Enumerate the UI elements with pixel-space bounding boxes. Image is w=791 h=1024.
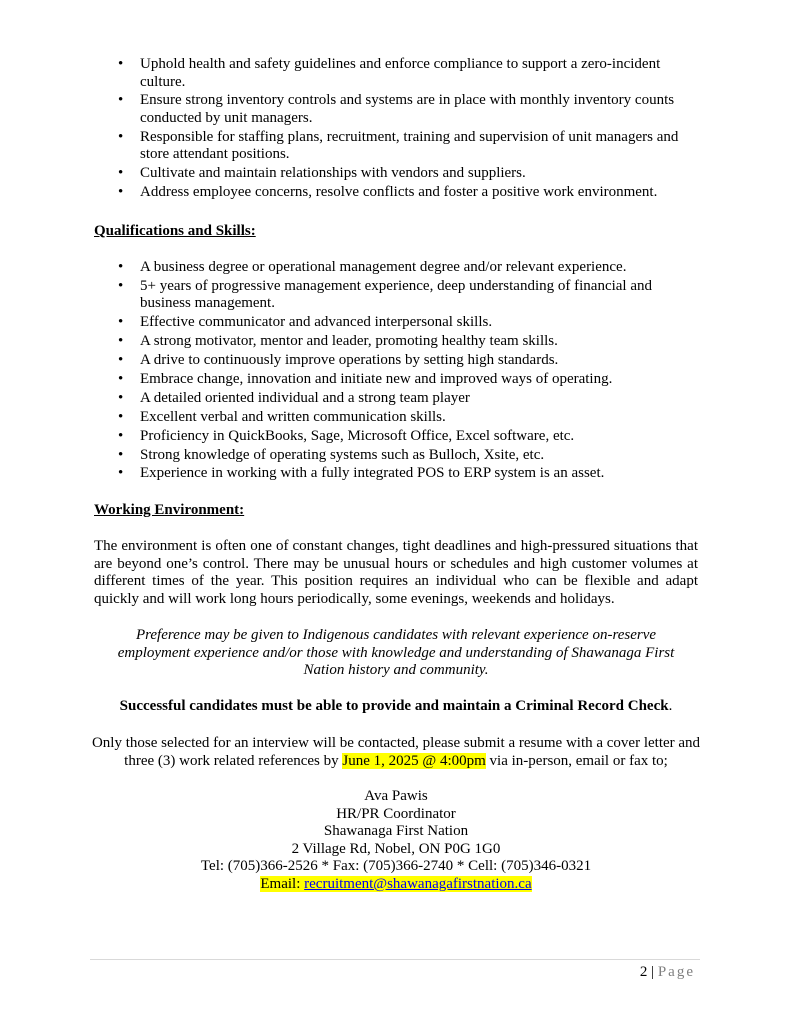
- criminal-check-period: .: [668, 698, 673, 714]
- page-number: 2: [639, 964, 648, 980]
- list-item: • Embrace change, innovation and initiate new and improved ways of operating.: [96, 371, 706, 389]
- application-text-before: Only those selected for an interview will be contacted, please submit a resume with a cover letter and three (3) work related references by: [91, 735, 701, 769]
- application-deadline: June 1, 2025 @ 4:00pm: [342, 752, 486, 769]
- qualifications-list: [96, 259, 706, 484]
- contact-organization: Shawanaga First Nation: [323, 823, 469, 840]
- list-item: • Uphold health and safety guidelines and enforce compliance to support a zero-incident culture.: [96, 56, 706, 91]
- list-item: • A business degree or operational management degree and/or relevant experience.: [96, 259, 706, 277]
- footer-divider: [90, 959, 700, 960]
- contact-email-link[interactable]: recruitment@shawanagafirstnation.ca: [304, 875, 532, 892]
- footer-separator: |: [647, 964, 658, 980]
- contact-email-line: [80, 876, 712, 894]
- list-item: • Ensure strong inventory controls and systems are in place with monthly inventory counts conducted by unit managers.: [96, 92, 706, 127]
- contact-phones: Tel: (705)366-2526 * Fax: (705)366-2740 * Cell: (705)346-0321: [200, 858, 592, 875]
- contact-email-highlight: [260, 876, 531, 892]
- list-item: • Responsible for staffing plans, recruitment, training and supervision of unit managers and store attendant positions.: [96, 129, 706, 164]
- list-item: • Excellent verbal and written communication skills.: [96, 409, 706, 427]
- list-item: • A detailed oriented individual and a strong team player: [96, 390, 706, 408]
- contact-email-label: Email:: [260, 875, 305, 892]
- contact-address: 2 Village Rd, Nobel, ON P0G 1G0: [291, 840, 501, 857]
- contact-block: [80, 788, 712, 894]
- page-footer: [640, 964, 695, 981]
- list-item: • Proficiency in QuickBooks, Sage, Microsoft Office, Excel software, etc.: [96, 428, 706, 446]
- preference-note: Preference may be given to Indigenous candidates with relevant experience on-reserve employment experience and/or those with knowledge and understanding of Shawanaga First Nation history and community.: [117, 627, 675, 679]
- working-environment-paragraph: The environment is often one of constant changes, tight deadlines and high-pressured situations that are beyond one’s control. There may be unusual hours or schedules and high customer volumes at different times of the year. This position requires an individual who can be flexible and adapt quickly and will work long hours periodically, some evenings, weekends and holidays.: [94, 538, 698, 607]
- application-instructions: [80, 735, 712, 770]
- list-item: • Strong knowledge of operating systems such as Bulloch, Xsite, etc.: [96, 447, 706, 465]
- contact-name: Ava Pawis: [364, 788, 428, 804]
- list-item: • A strong motivator, mentor and leader, promoting healthy team skills.: [96, 333, 706, 351]
- criminal-check-note: [80, 698, 712, 716]
- page-label: Page: [657, 964, 695, 980]
- criminal-check-text: Successful candidates must be able to provide and maintain a Criminal Record Check: [119, 698, 669, 714]
- contact-title: HR/PR Coordinator: [336, 805, 456, 822]
- list-item: • Cultivate and maintain relationships with vendors and suppliers.: [96, 165, 706, 183]
- list-item: • Address employee concerns, resolve conflicts and foster a positive work environment.: [96, 184, 706, 202]
- qualifications-heading: Qualifications and Skills:: [94, 223, 256, 239]
- working-environment-heading: Working Environment:: [94, 502, 245, 518]
- application-text-after: via in-person, email or fax to;: [485, 752, 668, 769]
- list-item: • Effective communicator and advanced interpersonal skills.: [96, 314, 706, 332]
- list-item: • 5+ years of progressive management experience, deep understanding of financial and business management.: [96, 278, 706, 313]
- list-item: • A drive to continuously improve operations by setting high standards.: [96, 352, 706, 370]
- responsibilities-list: [96, 56, 706, 203]
- list-item: • Experience in working with a fully integrated POS to ERP system is an asset.: [96, 465, 706, 483]
